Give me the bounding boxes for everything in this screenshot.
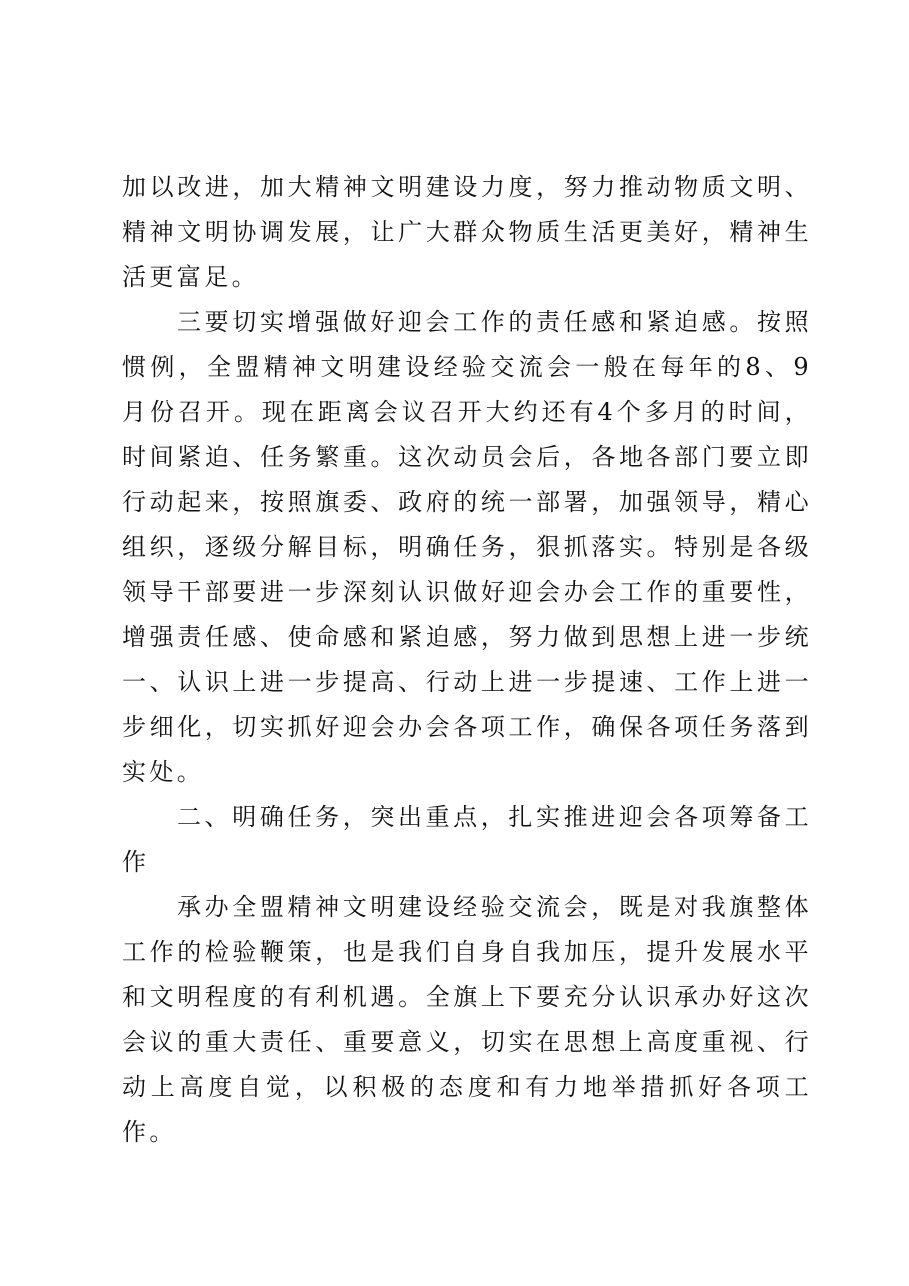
section-heading: 二、明确任务，突出重点，扎实推进迎会各项筹备工作 (122, 803, 812, 876)
paragraph-continuation: 加以改进，加大精神文明建设力度，努力推动物质文明、精神文明协调发展，让广大群众物质生活更美好，精神生活更富足。 (122, 173, 812, 291)
document-body (122, 165, 812, 1155)
paragraph-hosting: 承办全盟精神文明建设经验交流会，既是对我旗整体工作的检验鞭策，也是我们自身自我加压，提升发展水平和文明程度的有利机遇。全旗上下要充分认识承办好这次会议的重大责任、重要意义，切实在思想上高度重视、行动上高度自觉，以积极的态度和有力地举措抓好各项工作。 (122, 893, 812, 1146)
paragraph-responsibility: 三要切实增强做好迎会工作的责任感和紧迫感。按照惯例，全盟精神文明建设经验交流会一般在每年的8、9月份召开。现在距离会议召开大约还有4个多月的时间，时间紧迫、任务繁重。这次动员会后，各地各部门要立即行动起来，按照旗委、政府的统一部署，加强领导，精心组织，逐级分解目标，明确任务，狠抓落实。特别是各级领导干部要进一步深刻认识做好迎会办会工作的重要性，增强责任感、使命感和紧迫感，努力做到思想上进一步统一、认识上进一步提高、行动上进一步提速、工作上进一步细化，切实抓好迎会办会各项工作，确保各项任务落到实处。 (122, 308, 812, 786)
